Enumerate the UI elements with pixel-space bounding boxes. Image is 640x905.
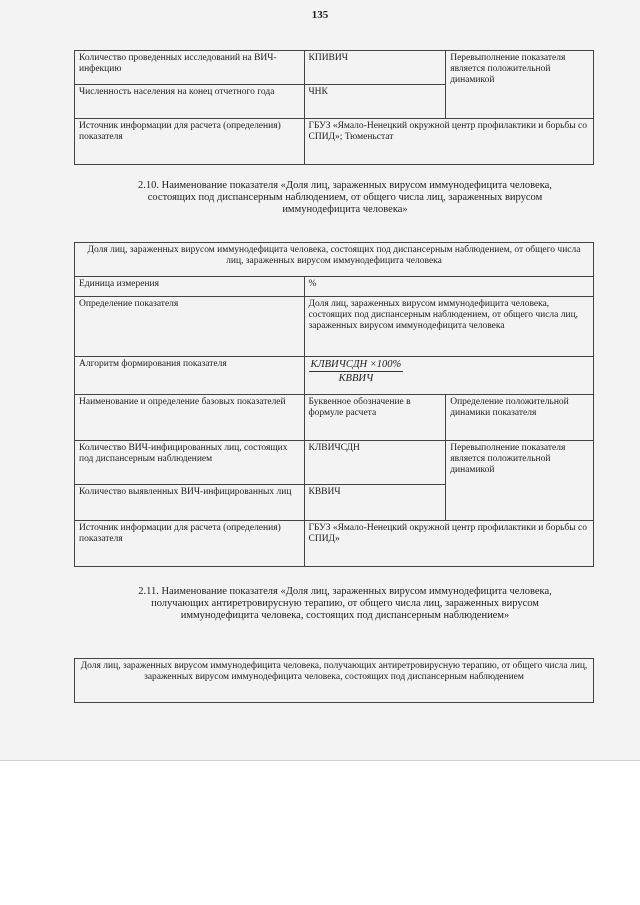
table-cell: КЛВИЧСДН	[304, 441, 446, 485]
section-heading-2-11: 2.11. Наименование показателя «Доля лиц, зараженных вирусом иммунодефицита человека, получающих антиретровирусную терапию, от общего числа лиц, зараженных вирусом иммунодефицита человека, состоящих под диспансерным наблюдением»	[138, 586, 552, 621]
page-number: 135	[311, 9, 329, 21]
table-cell: Определение показателя	[75, 297, 305, 357]
positive-dynamics-note: Перевыполнение показателя является положительной динамикой	[446, 51, 594, 119]
formula-denominator: КВВИЧ	[338, 373, 374, 384]
table-cell: %	[304, 277, 594, 297]
table-cell: Численность населения на конец отчетного года	[75, 85, 305, 119]
table-cell: ГБУЗ «Ямало-Ненецкий окружной центр профилактики и борьбы со СПИД»; Тюменьстат	[304, 119, 594, 165]
formula-cell	[304, 357, 594, 395]
table-cell: Количество проведенных исследований на ВИЧ-инфекцию	[75, 51, 305, 85]
section-heading-2-10: 2.10. Наименование показателя «Доля лиц, зараженных вирусом иммунодефицита человека, состоящих под диспансерным наблюдением, от общего числа лиц, зараженных вирусом иммунодефицита человека»	[138, 180, 552, 215]
table-2-10	[74, 242, 594, 567]
table-cell: Алгоритм формирования показателя	[75, 357, 305, 395]
table-continuation	[74, 50, 594, 165]
table-cell: Определение положительной динамики показателя	[446, 395, 594, 441]
table-title: Доля лиц, зараженных вирусом иммунодефицита человека, получающих антиретровирусную терапию, от общего числа лиц, зараженных вирусом иммунодефицита человека, состоящих под диспансерным наблюдением	[75, 659, 594, 703]
table-cell: ГБУЗ «Ямало-Ненецкий окружной центр профилактики и борьбы со СПИД»	[304, 521, 594, 567]
table-cell: Источник информации для расчета (определения) показателя	[75, 521, 305, 567]
table-cell: Доля лиц, зараженных вирусом иммунодефицита человека, состоящих под диспансерным наблюдением, от общего числа лиц, зараженных вирусом иммунодефицита человека	[304, 297, 594, 357]
table-cell: Буквенное обозначение в формуле расчета	[304, 395, 446, 441]
table-cell: КПИВИЧ	[304, 51, 446, 85]
table-title: Доля лиц, зараженных вирусом иммунодефицита человека, состоящих под диспансерным наблюдением, от общего числа лиц, зараженных вирусом иммунодефицита человека	[75, 243, 594, 277]
table-cell: ЧНК	[304, 85, 446, 119]
table-2-11	[74, 658, 594, 703]
formula	[309, 359, 404, 384]
table-cell: КВВИЧ	[304, 485, 446, 521]
formula-numerator: КЛВИЧСДН ×100%	[310, 359, 402, 370]
table-cell: Количество ВИЧ-инфицированных лиц, состоящих под диспансерным наблюдением	[75, 441, 305, 485]
table-cell: Наименование и определение базовых показателей	[75, 395, 305, 441]
positive-dynamics-note: Перевыполнение показателя является положительной динамикой	[446, 441, 594, 521]
table-cell: Количество выявленных ВИЧ-инфицированных лиц	[75, 485, 305, 521]
table-cell: Источник информации для расчета (определения) показателя	[75, 119, 305, 165]
table-cell: Единица измерения	[75, 277, 305, 297]
